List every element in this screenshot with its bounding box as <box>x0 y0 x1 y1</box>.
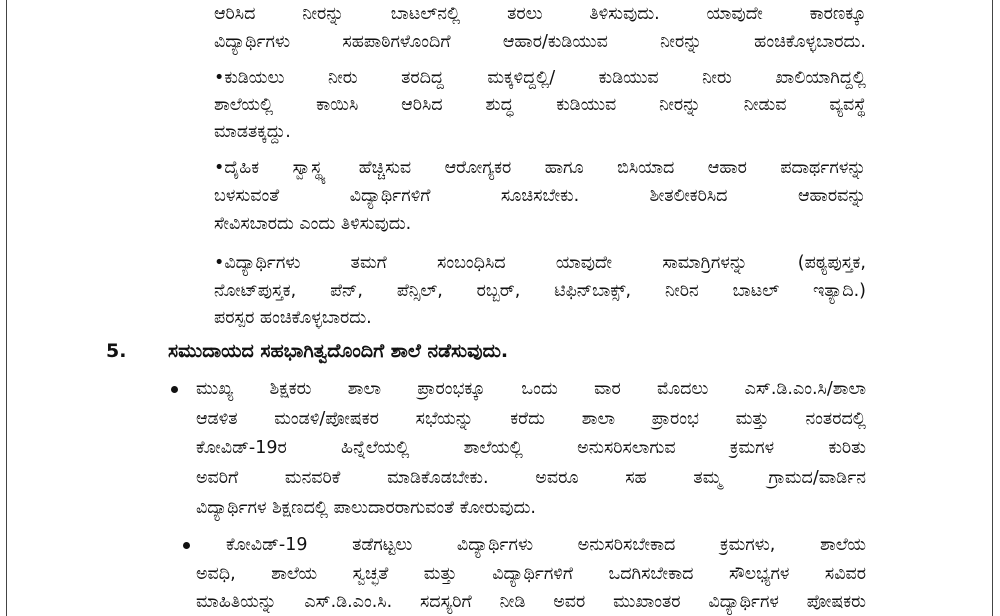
paragraph-line: ಆರಿಸಿದ ನೀರನ್ನು ಬಾಟಲ್‌ನಲ್ಲಿ ತರಲು ತಿಳಿಸುವುದು. ಯಾವುದೇ ಕಾರಣಕ್ಕೂ <box>214 4 866 24</box>
bullet-headmaster-line-4: ಅವರಿಗೆ ಮನವರಿಕೆ ಮಾಡಿಕೊಡಬೇಕು. ಅವರೂ ಸಹ ತಮ್ಮ ಗ್ರಾಮದ/ವಾರ್ಡಿನ <box>196 468 866 488</box>
bullet-food-line-2: ಬಳಸುವಂತೆ ವಿದ್ಯಾರ್ಥಿಗಳಿಗೆ ಸೂಚಿಸಬೇಕು. ಶೀತಲೀಕರಿಸಿದ ಆಹಾರವನ್ನು <box>214 186 866 206</box>
bullet-water-line-3: ಮಾಡತಕ್ಕದ್ದು. <box>214 122 291 142</box>
bullet-water-line-1: •ಕುಡಿಯಲು ನೀರು ತರದಿದ್ದ ಮಕ್ಕಳಿದ್ದಲ್ಲಿ/ ಕುಡಿಯುವ ನೀರು ಖಾಲಿಯಾಗಿದ್ದಲ್ಲಿ <box>214 68 866 88</box>
page-border <box>6 0 993 616</box>
bullet-covid-line-3: ಮಾಹಿತಿಯನ್ನು ಎಸ್.ಡಿ.ಎಂ.ಸಿ. ಸದಸ್ಯರಿಗೆ ನೀಡಿ ಅವರ ಮುಖಾಂತರ ವಿದ್ಯಾರ್ಥಿಗಳ ಪೋಷಕರು <box>196 592 866 612</box>
bullet-food-line-1: •ದೈಹಿಕ ಸ್ವಾಸ್ಥ್ಯ ಹೆಚ್ಚಿಸುವ ಆರೋಗ್ಯಕರ ಹಾಗೂ ಬಿಸಿಯಾದ ಆಹಾರ ಪದಾರ್ಥಗಳನ್ನು <box>214 158 866 178</box>
bullet-food-line-3: ಸೇವಿಸಬಾರದು ಎಂದು ತಿಳಿಸುವುದು. <box>214 214 412 234</box>
bullet-dot <box>183 542 190 549</box>
bullet-covid-line-1: ಕೋವಿಡ್-19 ತಡೆಗಟ್ಟಲು ವಿದ್ಯಾರ್ಥಿಗಳು ಅನುಸರಿಸಬೇಕಾದ ಕ್ರಮಗಳು, ಶಾಲೆಯ <box>226 535 866 555</box>
bullet-water-line-2: ಶಾಲೆಯಲ್ಲಿ ಕಾಯಿಸಿ ಆರಿಸಿದ ಶುದ್ಧ ಕುಡಿಯುವ ನೀರನ್ನು ನೀಡುವ ವ್ಯವಸ್ಥೆ <box>214 95 866 115</box>
bullet-dot <box>171 386 178 393</box>
section-title: ಸಮುದಾಯದ ಸಹಭಾಗಿತ್ವದೊಂದಿಗೆ ಶಾಲೆ ನಡೆಸುವುದು. <box>168 340 509 362</box>
bullet-covid-line-2: ಅವಧಿ, ಶಾಲೆಯ ಸ್ವಚ್ಛತೆ ಮತ್ತು ವಿದ್ಯಾರ್ಥಿಗಳಿಗೆ ಒದಗಿಸಬೇಕಾದ ಸೌಲಭ್ಯಗಳ ಸವಿವರ <box>196 564 866 584</box>
section-number: 5. <box>106 340 127 362</box>
bullet-items-line-2: ನೋಟ್‌ಪುಸ್ತಕ, ಪೆನ್, ಪೆನ್ಸಿಲ್, ರಬ್ಬರ್, ಟಿಫಿನ್‌ಬಾಕ್ಸ್, ನೀರಿನ ಬಾಟಲ್ ಇತ್ಯಾದಿ.) <box>214 281 866 301</box>
paragraph-line: ವಿದ್ಯಾರ್ಥಿಗಳು ಸಹಪಾಠಿಗಳೊಂದಿಗೆ ಆಹಾರ/ಕುಡಿಯುವ ನೀರನ್ನು ಹಂಚಿಕೊಳ್ಳಬಾರದು. <box>214 32 866 52</box>
bullet-headmaster-line-2: ಆಡಳಿತ ಮಂಡಳಿ/ಪೋಷಕರ ಸಭೆಯನ್ನು ಕರೆದು ಶಾಲಾ ಪ್ರಾರಂಭ ಮತ್ತು ನಂತರದಲ್ಲಿ <box>196 409 866 429</box>
bullet-items-line-1: •ವಿದ್ಯಾರ್ಥಿಗಳು ತಮಗೆ ಸಂಬಂಧಿಸಿದ ಯಾವುದೇ ಸಾಮಾಗ್ರಿಗಳನ್ನು (ಪಠ್ಯಪುಸ್ತಕ, <box>214 253 866 273</box>
bullet-items-line-3: ಪರಸ್ಪರ ಹಂಚಿಕೊಳ್ಳಬಾರದು. <box>214 308 372 328</box>
bullet-headmaster-line-5: ವಿದ್ಯಾರ್ಥಿಗಳ ಶಿಕ್ಷಣದಲ್ಲಿ ಪಾಲುದಾರರಾಗುವಂತೆ ಕೋರುವುದು. <box>196 498 536 518</box>
bullet-headmaster-line-1: ಮುಖ್ಯ ಶಿಕ್ಷಕರು ಶಾಲಾ ಪ್ರಾರಂಭಕ್ಕೂ ಒಂದು ವಾರ ಮೊದಲು ಎಸ್.ಡಿ.ಎಂ.ಸಿ/ಶಾಲಾ <box>196 379 866 399</box>
bullet-headmaster-line-3: ಕೋವಿಡ್-19ರ ಹಿನ್ನೆಲೆಯಲ್ಲಿ ಶಾಲೆಯಲ್ಲಿ ಅನುಸರಿಸಲಾಗುವ ಕ್ರಮಗಳ ಕುರಿತು <box>196 438 866 458</box>
